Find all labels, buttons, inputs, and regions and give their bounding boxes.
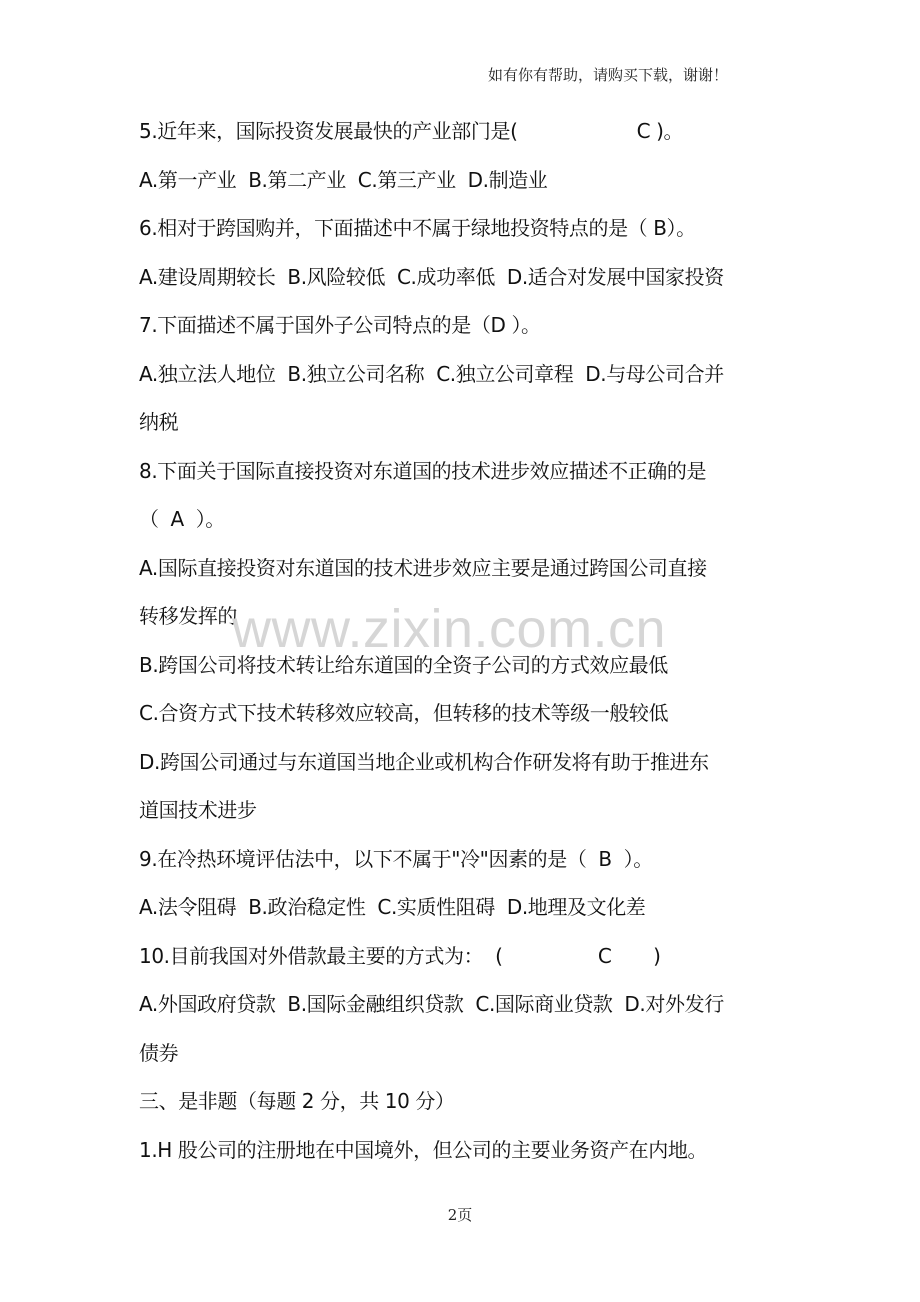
question-5-options: A.第一产业 B.第二产业 C.第三产业 D.制造业 [139,167,548,192]
question-10: 10.目前我国对外借款最主要的方式为： ( C ) [139,943,661,968]
section-heading: 三、是非题（每题 2 分，共 10 分） [139,1089,455,1113]
question-7-options-cont: 纳税 [139,410,179,434]
true-false-1: 1.H 股公司的注册地在中国境外，但公司的主要业务资产在内地。 [139,1137,708,1162]
page-number: 2页 [447,1206,473,1224]
question-9: 9.在冷热环境评估法中，以下不属于"冷"因素的是（ B ）。 [139,846,653,871]
question-6: 6.相对于跨国购并，下面描述中不属于绿地投资特点的是（ B）。 [139,216,696,240]
document-body [139,112,739,1179]
question-8-option-c: C.合资方式下技术转移效应较高，但转移的技术等级一般较低 [139,701,669,725]
header-note: 如有你有帮助，请购买下载，谢谢！ [487,66,728,84]
question-8-answer: （ A ）。 [139,507,225,531]
question-10-options-cont: 债券 [139,1040,179,1065]
question-7-options: A.独立法人地位 B.独立公司名称 C.独立公司章程 D.与母公司合并 [139,361,724,386]
question-8: 8.下面关于国际直接投资对东道国的技术进步效应描述不正确的是 [139,458,707,483]
question-8-option-b: B.跨国公司将技术转让给东道国的全资子公司的方式效应最低 [139,652,668,677]
question-9-options: A.法令阻碍 B.政治稳定性 C.实质性阻碍 D.地理及文化差 [139,895,646,919]
question-8-option-a: A.国际直接投资对东道国的技术进步效应主要是通过跨国公司直接 [139,555,707,580]
question-5: 5.近年来，国际投资发展最快的产业部门是( C )。 [139,119,684,143]
question-6-options: A.建设周期较长 B.风险较低 C.成功率低 D.适合对发展中国家投资 [139,264,724,289]
watermark: www.zixin.com.cn [232,599,667,659]
question-8-option-a-cont: 转移发挥的 [139,604,237,628]
question-8-option-d-cont: 道国技术进步 [139,798,257,822]
question-8-option-d: D.跨国公司通过与东道国当地企业或机构合作研发将有助于推进东 [139,749,709,774]
question-7: 7.下面描述不属于国外子公司特点的是（D ）。 [139,313,541,337]
question-10-options: A.外国政府贷款 B.国际金融组织贷款 C.国际商业贷款 D.对外发行 [139,992,724,1016]
